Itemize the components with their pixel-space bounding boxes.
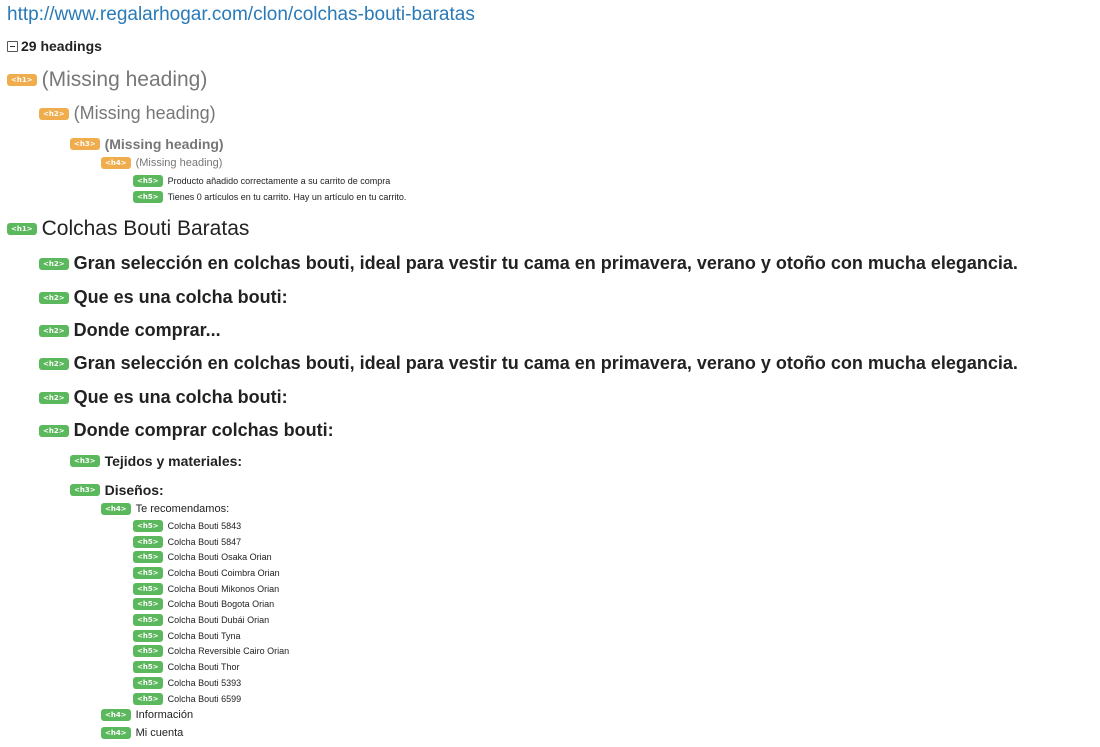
heading-text: Colcha Bouti Mikonos Orian <box>167 584 280 594</box>
collapse-toggle-icon[interactable] <box>7 41 18 52</box>
heading-level-badge: <h3> <box>70 138 100 150</box>
heading-row[interactable] <box>133 583 279 595</box>
heading-row[interactable] <box>101 157 222 169</box>
heading-text: Colcha Bouti Coimbra Orian <box>167 568 280 578</box>
heading-text: (Missing heading) <box>73 103 216 123</box>
heading-text: (Missing heading) <box>104 136 224 152</box>
heading-level-badge: <h5> <box>133 175 163 187</box>
headings-summary <box>7 38 102 54</box>
heading-row[interactable] <box>133 661 239 673</box>
heading-row[interactable] <box>133 645 289 657</box>
heading-level-badge: <h1> <box>7 223 37 235</box>
heading-row[interactable] <box>70 453 242 469</box>
heading-text: Colcha Reversible Cairo Orian <box>167 646 290 656</box>
heading-level-badge: <h1> <box>7 74 37 86</box>
heading-row[interactable] <box>39 353 1018 374</box>
heading-level-badge: <h5> <box>133 661 163 673</box>
heading-row[interactable] <box>7 217 249 241</box>
heading-level-badge: <h5> <box>133 630 163 642</box>
heading-row[interactable] <box>39 387 288 408</box>
page-url-link[interactable]: http://www.regalarhogar.com/clon/colchas-bouti-baratas <box>7 4 475 25</box>
heading-text: Colcha Bouti 5843 <box>167 521 242 531</box>
heading-level-badge: <h2> <box>39 108 69 120</box>
heading-text: Colchas Bouti Baratas <box>41 217 250 240</box>
heading-text: Te recomendamos: <box>135 503 230 515</box>
heading-row[interactable] <box>133 551 272 563</box>
heading-row[interactable] <box>133 536 241 548</box>
heading-row[interactable] <box>39 320 221 341</box>
heading-row[interactable] <box>101 503 229 515</box>
heading-level-badge: <h5> <box>133 614 163 626</box>
heading-level-badge: <h5> <box>133 583 163 595</box>
heading-level-badge: <h5> <box>133 536 163 548</box>
heading-level-badge: <h5> <box>133 645 163 657</box>
heading-row[interactable] <box>39 287 288 308</box>
heading-text: Que es una colcha bouti: <box>73 387 288 407</box>
heading-row[interactable] <box>133 630 240 642</box>
heading-text: Donde comprar colchas bouti: <box>73 420 334 440</box>
heading-text: Producto añadido correctamente a su carrito de compra <box>167 176 391 186</box>
heading-row[interactable] <box>133 693 241 705</box>
heading-level-badge: <h5> <box>133 191 163 203</box>
heading-row[interactable] <box>133 520 241 532</box>
heading-level-badge: <h4> <box>101 157 131 169</box>
heading-level-badge: <h2> <box>39 258 69 270</box>
heading-text: Diseños: <box>104 482 164 498</box>
heading-text: Información <box>135 709 194 721</box>
heading-text: Mi cuenta <box>135 727 184 739</box>
heading-level-badge: <h3> <box>70 455 100 467</box>
heading-row[interactable] <box>133 677 241 689</box>
heading-level-badge: <h2> <box>39 425 69 437</box>
heading-level-badge: <h5> <box>133 693 163 705</box>
heading-row[interactable] <box>39 253 1018 274</box>
heading-text: Colcha Bouti 5847 <box>167 537 242 547</box>
heading-level-badge: <h2> <box>39 325 69 337</box>
heading-text: (Missing heading) <box>41 68 208 91</box>
heading-level-badge: <h2> <box>39 392 69 404</box>
heading-level-badge: <h4> <box>101 503 131 515</box>
heading-text: Colcha Bouti Bogota Orian <box>167 599 275 609</box>
heading-row[interactable] <box>101 727 183 739</box>
heading-level-badge: <h3> <box>70 484 100 496</box>
heading-text: Tejidos y materiales: <box>104 453 243 469</box>
heading-row[interactable] <box>133 614 269 626</box>
heading-text: (Missing heading) <box>135 157 223 169</box>
heading-level-badge: <h5> <box>133 598 163 610</box>
heading-text: Colcha Bouti Thor <box>167 662 240 672</box>
heading-level-badge: <h5> <box>133 567 163 579</box>
heading-row[interactable] <box>7 68 207 92</box>
heading-level-badge: <h5> <box>133 551 163 563</box>
heading-text: Que es una colcha bouti: <box>73 287 288 307</box>
heading-row[interactable] <box>133 191 406 203</box>
heading-row[interactable] <box>39 103 216 124</box>
heading-level-badge: <h5> <box>133 520 163 532</box>
heading-text: Colcha Bouti Osaka Orian <box>167 552 272 562</box>
headings-count: 29 headings <box>21 38 102 54</box>
heading-level-badge: <h5> <box>133 677 163 689</box>
heading-text: Colcha Bouti Dubái Orian <box>167 615 270 625</box>
heading-text: Tienes 0 artículos en tu carrito. Hay un artículo en tu carrito. <box>167 192 407 202</box>
heading-row[interactable] <box>39 420 334 441</box>
heading-text: Colcha Bouti Tyna <box>167 631 241 641</box>
heading-text: Colcha Bouti 6599 <box>167 694 242 704</box>
heading-text: Gran selección en colchas bouti, ideal para vestir tu cama en primavera, verano y otoño con mucha elegancia. <box>73 353 1018 373</box>
heading-row[interactable] <box>70 136 224 152</box>
heading-level-badge: <h4> <box>101 727 131 739</box>
heading-row[interactable] <box>70 482 164 498</box>
heading-text: Gran selección en colchas bouti, ideal para vestir tu cama en primavera, verano y otoño con mucha elegancia. <box>73 253 1018 273</box>
heading-row[interactable] <box>133 175 390 187</box>
heading-text: Colcha Bouti 5393 <box>167 678 242 688</box>
heading-row[interactable] <box>133 598 274 610</box>
heading-row[interactable] <box>133 567 280 579</box>
heading-row[interactable] <box>101 709 193 721</box>
heading-level-badge: <h4> <box>101 709 131 721</box>
heading-level-badge: <h2> <box>39 358 69 370</box>
heading-level-badge: <h2> <box>39 292 69 304</box>
heading-text: Donde comprar... <box>73 320 221 340</box>
